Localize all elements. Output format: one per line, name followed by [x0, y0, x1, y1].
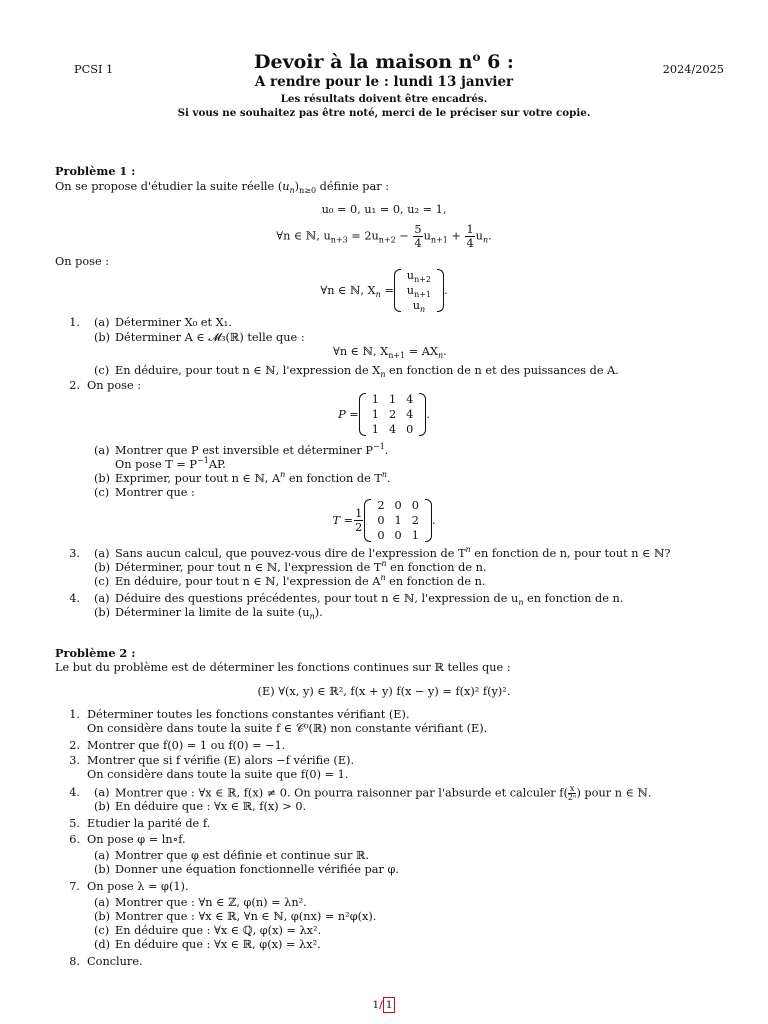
due-date: A rendre pour le : lundi 13 janvier [254, 74, 514, 90]
question-2-number: 2. [69, 379, 80, 392]
p2-q2-text: Montrer que f(0) = 1 ou f(0) = −1. [87, 739, 286, 752]
xn-definition: ∀n ∈ ℕ, $X_n$ = $u_{n+2}$ $u_{n+1}$ $u_n$ . [320, 269, 448, 314]
page-total-link[interactable]: 1 [383, 997, 396, 1013]
p2-q8-text: Conclure. [87, 955, 143, 968]
p2-q6-text: On pose φ = ln∘f. [87, 833, 186, 846]
p2-q4b-label: (b) [94, 800, 111, 813]
page-number: 1/ 1 [0, 997, 768, 1013]
q1c-text: En déduire, pour tout n ∈ ℕ, l'expression de $X_n$ en fonction de n et des puissances de A. [115, 364, 619, 379]
q1a-label: (a) [94, 316, 110, 329]
q1b-label: (b) [94, 331, 111, 344]
q2c-text: Montrer que : [115, 486, 195, 499]
p2-q7-text: On pose λ = φ(1). [87, 880, 189, 893]
instruction-grading: Si vous ne souhaitez pas être noté, merci de le préciser sur votre copie. [177, 107, 591, 119]
q1c-label: (c) [94, 364, 110, 377]
q2b-text: Exprimer, pour tout n ∈ ℕ, $A^n$ en fonction de $T^n$. [115, 470, 391, 485]
p2-question-4-number: 4. [69, 786, 80, 799]
q2a-text: Montrer que P est inversible et déterminer $P^{-1}$. [115, 442, 389, 457]
p2-question-7-number: 7. [69, 880, 80, 893]
p2-q4a-label: (a) [94, 786, 110, 799]
q2b-label: (b) [94, 472, 111, 485]
initial-values: u₀ = 0, u₁ = 0, u₂ = 1, [321, 203, 447, 216]
p2-q7a-label: (a) [94, 896, 110, 909]
matrix-t: T = $\frac{1}{2}$ 2 0 0 0 1 2 0 0 1 . [332, 499, 436, 542]
p2-question-1-number: 1. [69, 708, 80, 721]
p2-q7d-label: (d) [94, 938, 111, 951]
q1a-text: Déterminer X₀ et X₁. [115, 316, 232, 329]
p2-q6a-text: Montrer que φ est définie et continue sur ℝ. [115, 849, 370, 862]
p2-q7d-text: En déduire que : ∀x ∈ ℝ, φ(x) = λx². [115, 938, 321, 951]
q3c-text: En déduire, pour tout n ∈ ℕ, l'expression de $A^n$ en fonction de n. [115, 573, 486, 588]
school-year: 2024/2025 [662, 63, 724, 76]
p2-q3-text-2: On considère dans toute la suite que f(0) = 1. [87, 768, 349, 781]
q2c-label: (c) [94, 486, 110, 499]
functional-equation: (E) ∀(x, y) ∈ ℝ², f(x + y) f(x − y) = f(x)² f(y)². [257, 685, 511, 698]
q3c-label: (c) [94, 575, 110, 588]
q4b-label: (b) [94, 606, 111, 619]
p2-q4a-text: Montrer que : ∀x ∈ ℝ, f(x) ≠ 0. On pourra raisonner par l'absurde et calculer f( $\frac{x}{\text{2ⁿ}}$) pour n ∈ ℕ. [115, 784, 652, 802]
p2-q5-text: Etudier la parité de f. [87, 817, 211, 830]
page-title: Devoir à la maison $n^o$ 6 : [254, 50, 514, 73]
problem1-heading: Problème 1 : [55, 164, 136, 178]
recurrence-relation: ∀n ∈ ℕ, $u_{n+3} = 2u_{n+2}$ − $\frac{5}{4}$ $u_{n+1}$ + $\frac{1}{4}$ $u_n$. [276, 223, 492, 250]
q1b-text: Déterminer A ∈ 𝓜₃(ℝ) telle que : [115, 331, 305, 344]
question-3-number: 3. [69, 547, 80, 560]
p2-q7b-text: Montrer que : ∀x ∈ ℝ, ∀n ∈ ℕ, φ(nx) = n²φ(x). [115, 910, 377, 923]
question-1-number: 1. [69, 316, 80, 329]
q3b-label: (b) [94, 561, 111, 574]
p2-q6b-label: (b) [94, 863, 111, 876]
p2-question-3-number: 3. [69, 754, 80, 767]
p2-q4b-text: En déduire que : ∀x ∈ ℝ, f(x) > 0. [115, 800, 307, 813]
problem2-intro: Le but du problème est de déterminer les fonctions continues sur ℝ telles que : [55, 661, 511, 674]
p2-q6b-text: Donner une équation fonctionnelle vérifiée par φ. [115, 863, 399, 876]
q4b-text: Déterminer la limite de la suite $(u_n)$. [115, 606, 323, 621]
q3b-text: Déterminer, pour tout n ∈ ℕ, l'expression de $T^n$ en fonction de n. [115, 559, 487, 574]
p2-q7b-label: (b) [94, 910, 111, 923]
class-label: PCSI 1 [74, 63, 114, 76]
q2a-text-2: On pose $T = P^{-1}AP$. [115, 456, 226, 471]
p2-question-2-number: 2. [69, 739, 80, 752]
q4a-text: Déduire des questions précédentes, pour tout n ∈ ℕ, l'expression de $u_n$ en fonction de n. [115, 592, 624, 607]
on-pose-label: On pose : [55, 255, 110, 268]
instruction-boxed: Les résultats doivent être encadrés. [280, 93, 488, 105]
p2-q1-text: Déterminer toutes les fonctions constantes vérifiant (E). [87, 708, 410, 721]
q2-text: On pose : [87, 379, 142, 392]
q3a-label: (a) [94, 547, 110, 560]
q1b-equation: ∀n ∈ ℕ, $X_{n+1} = AX_n$. [333, 345, 447, 360]
p2-question-5-number: 5. [69, 817, 80, 830]
p2-q7c-label: (c) [94, 924, 110, 937]
q3a-text: Sans aucun calcul, que pouvez-vous dire de l'expression de $T^n$ en fonction de n, pour tout n ∈ ℕ? [115, 545, 671, 560]
p2-q3-text: Montrer que si f vérifie (E) alors −f vérifie (E). [87, 754, 355, 767]
question-4-number: 4. [69, 592, 80, 605]
p2-q7c-text: En déduire que : ∀x ∈ ℚ, φ(x) = λx². [115, 924, 322, 937]
problem2-heading: Problème 2 : [55, 646, 136, 660]
q4a-label: (a) [94, 592, 110, 605]
p2-question-6-number: 6. [69, 833, 80, 846]
p2-question-8-number: 8. [69, 955, 80, 968]
matrix-p: P = 1 1 4 1 2 4 1 4 0 . [338, 393, 430, 436]
p2-q7a-text: Montrer que : ∀n ∈ ℤ, φ(n) = λn². [115, 896, 307, 909]
p2-q1-text-2: On considère dans toute la suite f ∈ 𝒞⁰(ℝ) non constante vérifiant (E). [87, 722, 488, 735]
p2-q6a-label: (a) [94, 849, 110, 862]
problem1-intro: On se propose d'étudier la suite réelle $(u_n)_{n\ge 0}$ définie par : [55, 180, 390, 195]
q2a-label: (a) [94, 444, 110, 457]
